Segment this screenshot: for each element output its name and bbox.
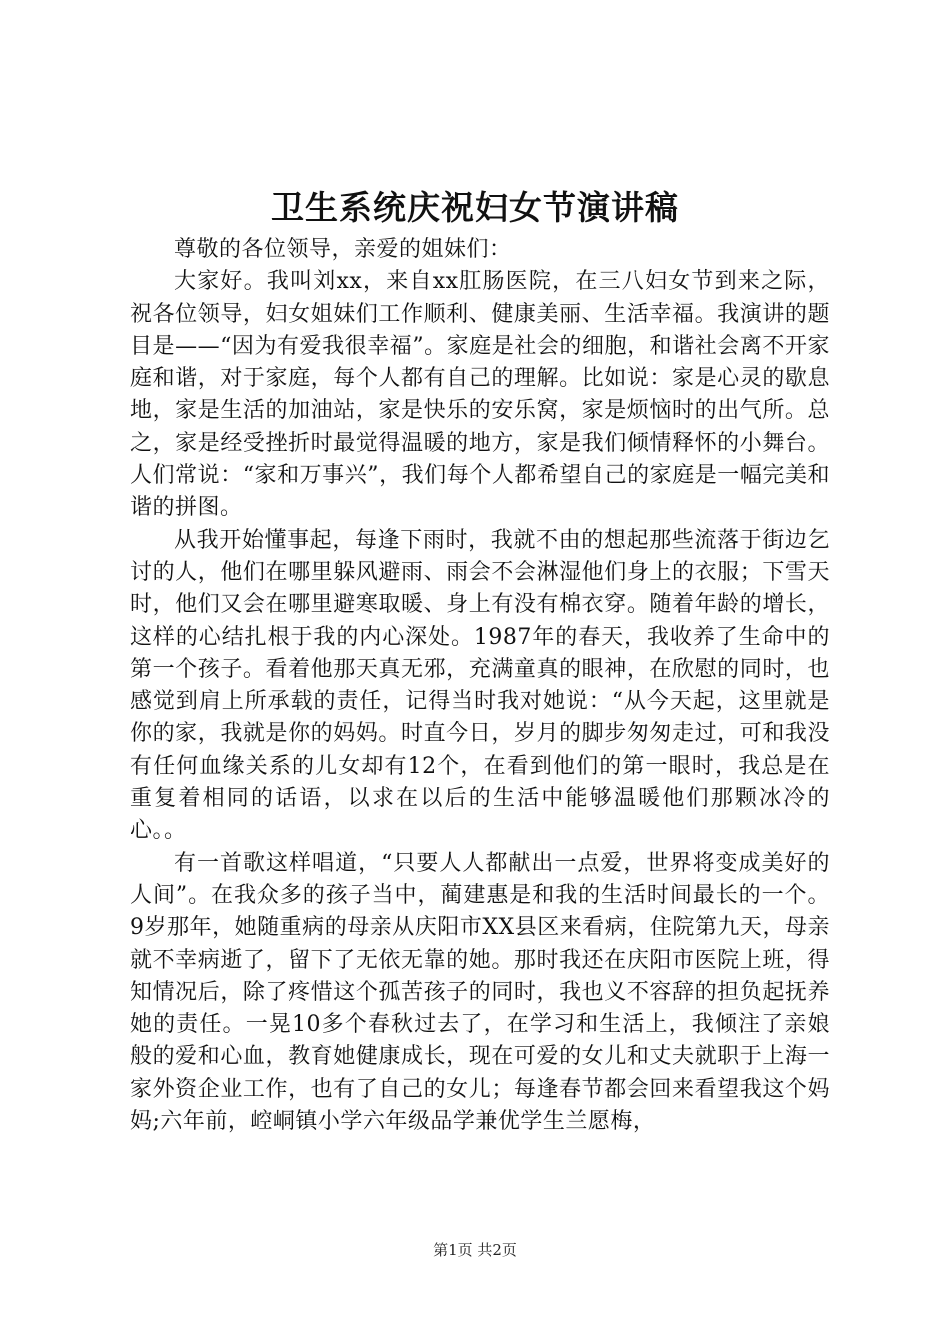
page-footer: 第1页 共2页 [433,1241,517,1259]
salutation-paragraph: 尊敬的各位领导，亲爱的姐妹们： [174,237,512,262]
body-paragraph: 有一首歌这样唱道，“只要人人都献出一点爱，世界将变成美好的人间”。在我众多的孩子当中，蔺建惠是和我的生活时间最长的一个。9岁那年，她随重病的母亲从庆阳市XX县区来看病，住院第九天，母亲就不幸病逝了，留下了无依无靠的她。那时我还在庆阳市医院上班，得知情况后，除了疼惜这个孤苦孩子的同时，我也义不容辞的担负起抚养她的责任。一晃10多个春秋过去了，在学习和生活上，我倾注了亲娘般的爱和心血，教育她健康成长，现在可爱的女儿和丈夫就职于上海一家外资企业工作，也有了自己的女儿；每逢春节都会回来看望我这个妈妈;六年前，崆峒镇小学六年级品学兼优学生兰愿梅， [130,850,830,1135]
body-paragraph: 大家好。我叫刘xx，来自xx肛肠医院，在三八妇女节到来之际，祝各位领导，妇女姐妹们工作顺利、健康美丽、生活幸福。我演讲的题目是——“因为有爱我很幸福”。家庭是社会的细胞，和谐社会离不开家庭和谐，对于家庭，每个人都有自己的理解。比如说：家是心灵的歇息地，家是生活的加油站，家是快乐的安乐窝，家是烦恼时的出气所。总之，家是经受挫折时最觉得温暖的地方，家是我们倾情释怀的小舞台。人们常说：“家和万事兴”，我们每个人都希望自己的家庭是一幅完美和谐的拼图。 [130,269,830,521]
document-title: 卫生系统庆祝妇女节演讲稿 [271,188,679,227]
body-paragraph: 从我开始懂事起，每逢下雨时，我就不由的想起那些流落于街边乞讨的人，他们在哪里躲风避雨、雨会不会淋湿他们身上的衣服；下雪天时，他们又会在哪里避寒取暖、身上有没有棉衣穿。随着年龄的增长，这样的心结扎根于我的内心深处。1987年的春天，我收养了生命中的第一个孩子。看着他那天真无邪，充满童真的眼神，在欣慰的同时，也感觉到肩上所承载的责任，记得当时我对她说：“从今天起，这里就是你的家，我就是你的妈妈。时直今日，岁月的脚步匆匆走过，可和我没有任何血缘关系的儿女却有12个，在看到他们的第一眼时，我总是在重复着相同的话语，以求在以后的生活中能够温暖他们那颗冰冷的心。。 [130,527,830,844]
document-body [130,234,830,1138]
